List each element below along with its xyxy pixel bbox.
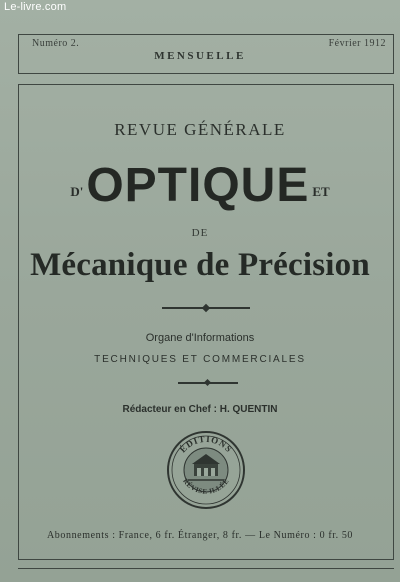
title-connector: DE [191, 227, 209, 239]
issue-number: Numéro 2. [32, 38, 80, 49]
publisher-seal-icon [166, 430, 246, 510]
subtitle-techniques: TECHNIQUES ET COMMERCIALES [94, 354, 306, 365]
editor-in-chief: Rédacteur en Chef : H. QUENTIN [122, 404, 278, 415]
watermark: Le-livre.com [4, 1, 67, 13]
frequency-label: MENSUELLE [154, 50, 246, 62]
title-mecanique: Mécanique de Précision [30, 247, 370, 283]
subscription-prices: Abonnements : France, 6 fr. Étranger, 8 fr. — Le Numéro : 0 fr. 50 [46, 530, 354, 541]
title-line-revue: REVUE GÉNÉRALE [114, 120, 286, 139]
title-suffix: ET [312, 184, 330, 199]
seal-top-text: ÉDITIONS [177, 433, 235, 455]
issue-date: Février 1912 [328, 38, 386, 49]
seal-bottom-text: RÉVISE ILLÉE [181, 477, 231, 496]
subtitle-organe: Organe d'Informations [145, 332, 255, 344]
title-optique-row [0, 158, 400, 210]
title-optique: OPTIQUE [86, 159, 310, 212]
bottom-rule [18, 568, 394, 569]
title-prefix: D' [70, 184, 84, 199]
